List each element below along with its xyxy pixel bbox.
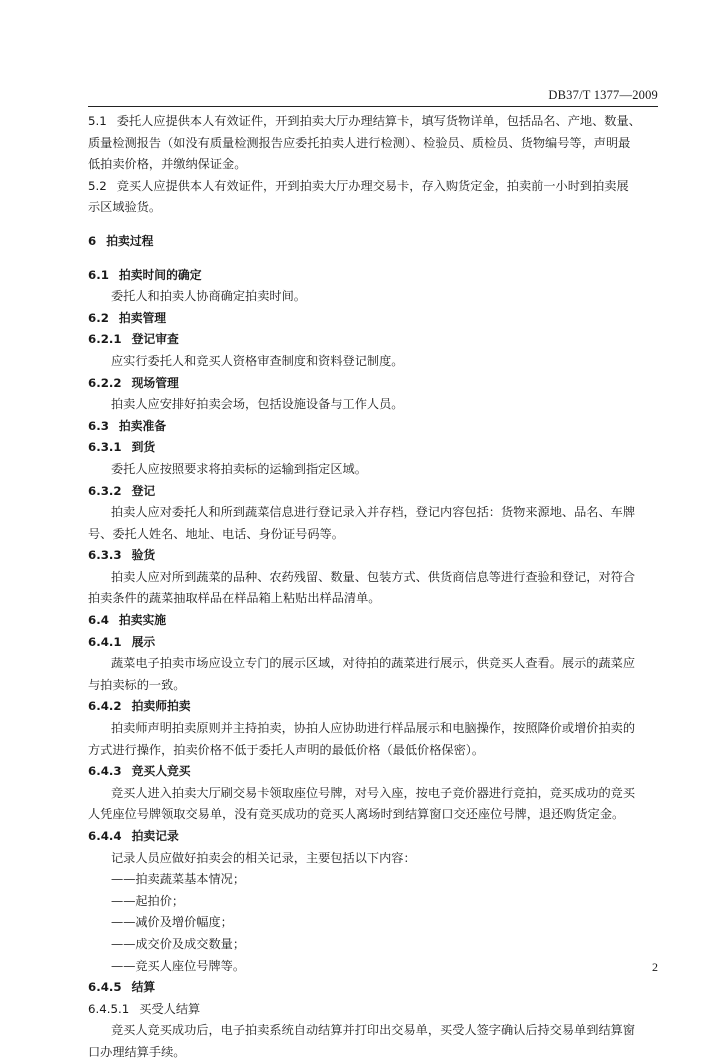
paragraph-line: 拍卖人应安排好拍卖会场，包括设施设备与工作人员。 xyxy=(111,397,404,412)
header-rule xyxy=(88,106,658,107)
list-item: ——成交价及成交数量； xyxy=(111,936,246,951)
section-6-4-5-1-heading: 6.4.5.1 买受人结算 xyxy=(88,1001,201,1016)
section-6-1-heading: 6.1 拍卖时间的确定 xyxy=(88,267,202,282)
paragraph-line: 记录人员应做好拍卖会的相关记录，主要包括以下内容： xyxy=(111,850,416,865)
paragraph-line: 拍卖人应对所到蔬菜的品种、农药残留、数量、包装方式、供货商信息等进行查验和登记，对符合 xyxy=(111,569,636,584)
paragraph-line: 质量检测报告（如没有质量检测报告应委托拍卖人进行检测）、检验员、质检员、货物编号等，声明最 xyxy=(88,135,631,150)
section-6-4-1-heading: 6.4.1 展示 xyxy=(88,634,156,649)
section-6-4-2-heading: 6.4.2 拍卖师拍卖 xyxy=(88,699,191,714)
paragraph-line: 拍卖人应对委托人和所到蔬菜信息进行登记录入并存档，登记内容包括：货物来源地、品名、车牌 xyxy=(111,505,636,520)
paragraph-line: 委托人应按照要求将拍卖标的运输到指定区域。 xyxy=(111,461,367,476)
section-6-3-3-heading: 6.3.3 验货 xyxy=(88,548,156,563)
paragraph-line: 示区域验货。 xyxy=(88,200,162,215)
page-number: 2 xyxy=(652,960,658,974)
paragraph-line: 竞买人进入拍卖大厅刷交易卡领取座位号牌，对号入座，按电子竞价器进行竞拍，竞买成功的竞买 xyxy=(111,785,636,800)
paragraph-line: 委托人和拍卖人协商确定拍卖时间。 xyxy=(111,289,306,304)
section-6-4-5-heading: 6.4.5 结算 xyxy=(88,980,156,995)
clause-5-2: 5.2 竞买人应提供本人有效证件，开到拍卖大厅办理交易卡，存入购货定金，拍卖前一小时到拍卖展 xyxy=(88,178,629,193)
paragraph-line: 口办理结算手续。 xyxy=(88,1044,186,1059)
paragraph-line: 竞买人竞买成功后，电子拍卖系统自动结算并打印出交易单，买受人签字确认后持交易单到结算窗 xyxy=(111,1023,636,1038)
clause-5-1: 5.1 委托人应提供本人有效证件，开到拍卖大厅办理结算卡，填写货物详单，包括品名、产地、数量、 xyxy=(88,114,641,128)
section-6-2-2-heading: 6.2.2 现场管理 xyxy=(88,375,179,390)
paragraph-line: 与拍卖标的一致。 xyxy=(88,677,186,692)
paragraph-line: 应实行委托人和竞买人资格审查制度和资料登记制度。 xyxy=(111,353,404,368)
list-item: ——竞买人座位号牌等。 xyxy=(111,958,246,973)
paragraph-line: 蔬菜电子拍卖市场应设立专门的展示区域，对待拍的蔬菜进行展示，供竞买人查看。展示的蔬菜应 xyxy=(111,656,636,671)
list-item: ——拍卖蔬菜基本情况； xyxy=(111,872,246,887)
section-6-2-1-heading: 6.2.1 登记审查 xyxy=(88,332,179,347)
list-item: ——起拍价； xyxy=(111,893,185,908)
paragraph-line: 低拍卖价格，并缴纳保证金。 xyxy=(88,157,247,172)
paragraph-line: 方式进行操作，拍卖价格不低于委托人声明的最低价格（最低价格保密）。 xyxy=(88,742,485,757)
document-body xyxy=(88,111,658,1064)
section-6-heading: 6 拍卖过程 xyxy=(88,233,154,248)
section-6-4-3-heading: 6.4.3 竞买人竞买 xyxy=(88,764,191,779)
paragraph-line: 人凭座位号牌领取交易单，没有竞买成功的竞买人离场时到结算窗口交还座位号牌，退还购货定金。 xyxy=(88,807,625,822)
section-6-4-4-heading: 6.4.4 拍卖记录 xyxy=(88,829,179,843)
section-6-4-heading: 6.4 拍卖实施 xyxy=(88,613,167,628)
section-6-3-2-heading: 6.3.2 登记 xyxy=(88,483,156,498)
section-6-3-heading: 6.3 拍卖准备 xyxy=(88,418,167,433)
paragraph-line: 拍卖条件的蔬菜抽取样品在样品箱上粘贴出样品清单。 xyxy=(88,591,381,606)
section-6-2-heading: 6.2 拍卖管理 xyxy=(88,310,167,325)
page-header-code: DB37/T 1377—2009 xyxy=(548,88,658,102)
section-6-3-1-heading: 6.3.1 到货 xyxy=(88,440,156,455)
list-item: ——减价及增价幅度； xyxy=(111,915,233,930)
paragraph-line: 拍卖师声明拍卖原则并主持拍卖，协拍人应协助进行样品展示和电脑操作，按照降价或增价拍卖的 xyxy=(111,721,636,736)
paragraph-line: 号、委托人姓名、地址、电话、身份证号码等。 xyxy=(88,526,344,541)
